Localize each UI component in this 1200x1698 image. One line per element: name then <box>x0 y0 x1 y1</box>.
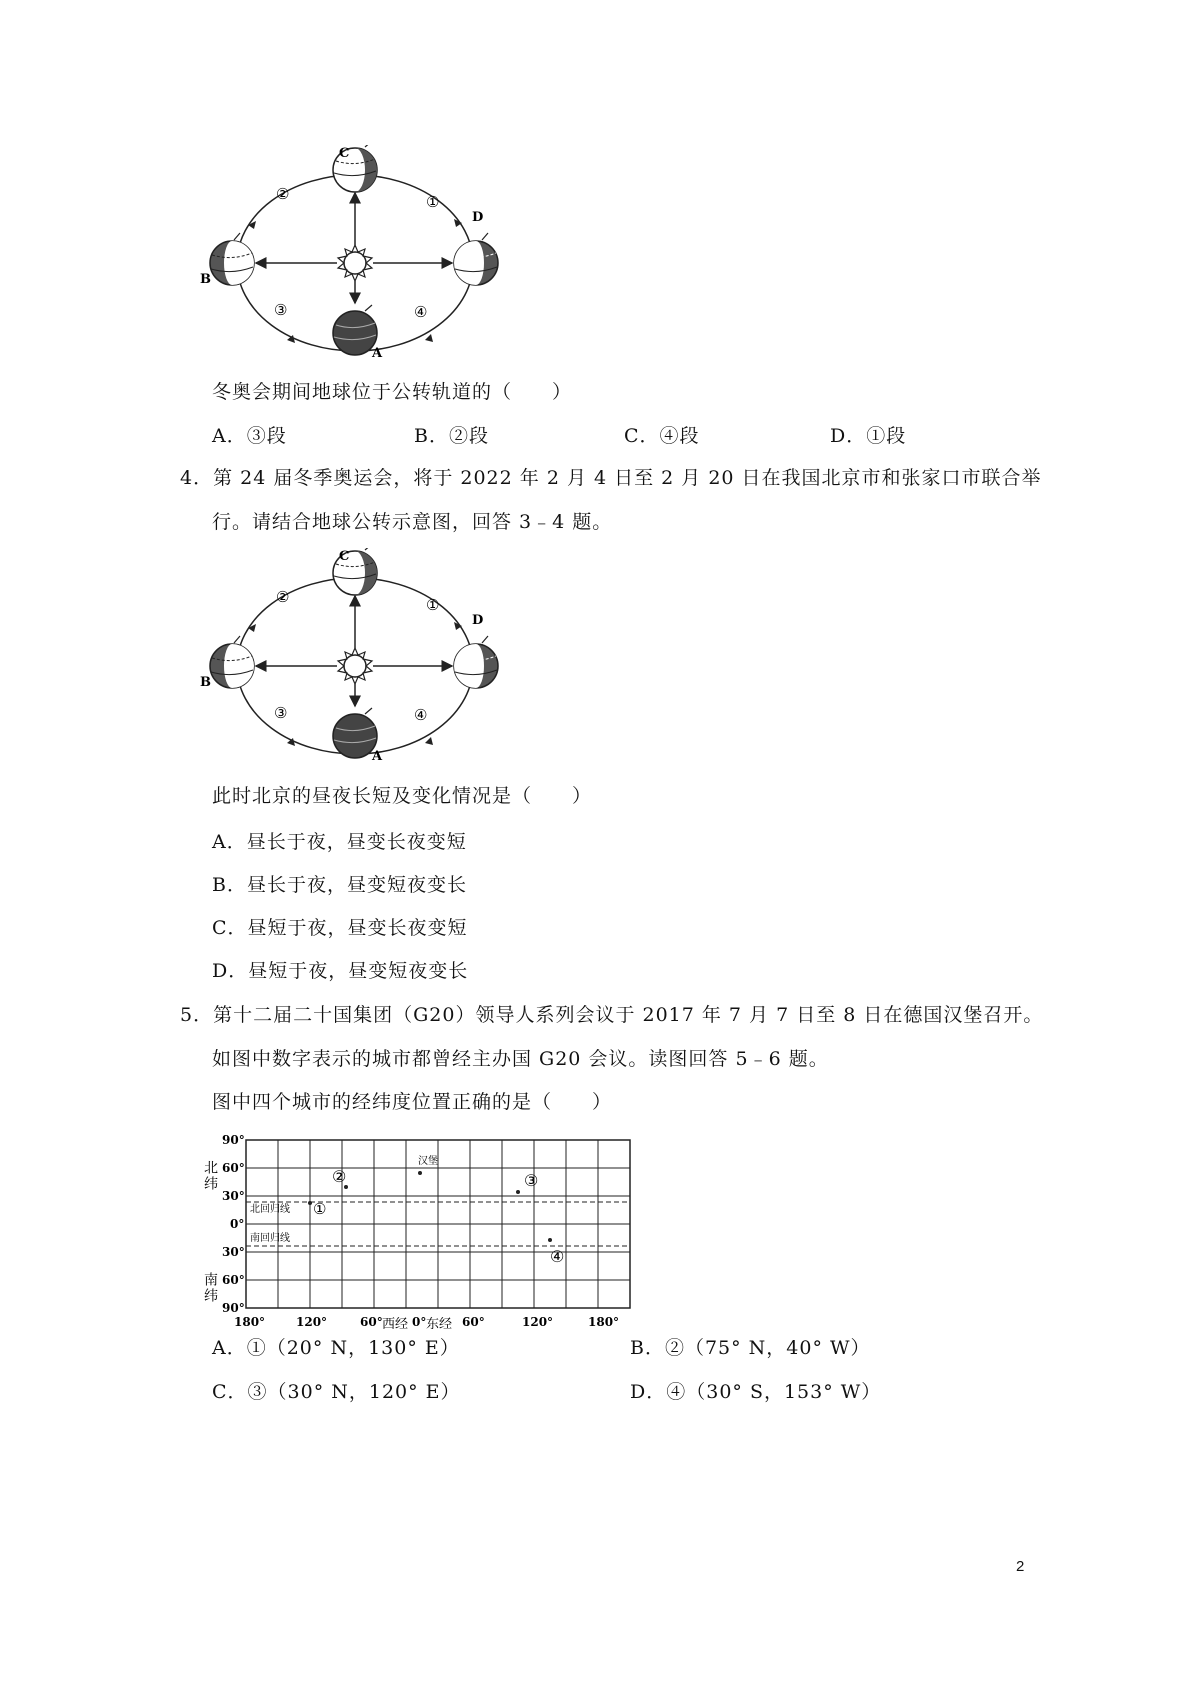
earth-position-b <box>210 636 254 688</box>
segment-3-label: ③ <box>274 301 288 319</box>
label-c: C <box>339 146 350 161</box>
lon-label-120w: 120° <box>296 1315 328 1329</box>
lat-label-90n: 90° <box>222 1133 245 1147</box>
earth-position-b <box>210 233 254 285</box>
east-longitude-label: 东经 <box>426 1317 453 1330</box>
city-3-label: ③ <box>524 1171 539 1190</box>
segment-4-label: ④ <box>414 303 428 321</box>
q3-option-c: C．④段 <box>624 425 700 447</box>
tropic-of-capricorn-label: 南回归线 <box>250 1233 290 1244</box>
segment-1-label: ① <box>426 596 440 614</box>
sun-icon <box>338 245 372 281</box>
lat-label-30s: 30° <box>222 1245 245 1259</box>
q4-question-line-2: 行。请结合地球公转示意图，回答 3﹣4 题。 <box>212 511 613 533</box>
q4-question-line-1: 4．第 24 届冬季奥运会，将于 2022 年 2 月 4 日至 2 月 20 日在我国北京市和张家口市联合举 <box>180 467 1042 489</box>
lon-label-180w: 180° <box>234 1315 266 1329</box>
sun-icon <box>338 648 372 684</box>
city-4-point <box>548 1238 552 1242</box>
hamburg-point <box>418 1171 422 1175</box>
segment-2-label: ② <box>276 185 290 203</box>
q4-stem: 此时北京的昼夜长短及变化情况是（ ） <box>212 785 593 807</box>
orbit-diagram-2 <box>200 548 520 768</box>
label-b: B <box>200 272 211 287</box>
lon-label-60e: 60° <box>462 1315 485 1329</box>
q5-stem: 图中四个城市的经纬度位置正确的是（ ） <box>212 1091 613 1113</box>
lat-long-grid-map <box>200 1130 660 1330</box>
label-d: D <box>472 613 484 628</box>
q3-option-a: A．③段 <box>212 425 287 447</box>
earth-position-d <box>454 233 498 285</box>
lat-label-60n: 60° <box>222 1161 245 1175</box>
south-latitude-label: 南纬 <box>202 1272 218 1304</box>
city-2-label: ② <box>332 1167 347 1186</box>
earth-position-a <box>333 305 377 355</box>
north-latitude-label: 北纬 <box>202 1160 218 1192</box>
q4-option-a: A．昼长于夜，昼变长夜变短 <box>212 831 467 853</box>
lon-label-180e: 180° <box>588 1315 620 1329</box>
q4-option-c: C．昼短于夜，昼变长夜变短 <box>212 917 468 939</box>
longitude-labels <box>234 1315 619 1330</box>
label-d: D <box>472 210 484 225</box>
q4-option-d: D．昼短于夜，昼变短夜变长 <box>212 960 469 982</box>
q5-question-line-1: 5．第十二届二十国集团（G20）领导人系列会议于 2017 年 7 月 7 日至 8 日在德国汉堡召开。 <box>180 1004 1044 1026</box>
segment-1-label: ① <box>426 193 440 211</box>
q3-option-b: B．②段 <box>414 425 489 447</box>
q3-option-d: D．①段 <box>830 425 907 447</box>
lon-label-0: 0° <box>412 1315 427 1329</box>
latitude-labels <box>222 1133 245 1315</box>
lon-label-60w: 60° <box>360 1315 383 1329</box>
city-1-label: ① <box>313 1200 327 1218</box>
orbit-diagram-1 <box>200 145 520 365</box>
label-a: A <box>372 346 383 361</box>
q5-option-b: B．②（75° N，40° W） <box>630 1337 871 1359</box>
segment-4-label: ④ <box>414 706 428 724</box>
segment-3-label: ③ <box>274 704 288 722</box>
q5-option-a: A．①（20° N，130° E） <box>212 1337 460 1359</box>
lat-label-0: 0° <box>230 1217 245 1231</box>
city-1-point <box>308 1201 312 1205</box>
label-a: A <box>372 749 383 764</box>
label-b: B <box>200 675 211 690</box>
earth-position-a <box>333 708 377 758</box>
lat-label-60s: 60° <box>222 1273 245 1287</box>
west-longitude-label: 西经 <box>382 1317 409 1330</box>
q5-option-d: D．④（30° S，153° W） <box>630 1381 882 1403</box>
lon-label-120e: 120° <box>522 1315 554 1329</box>
q3-stem: 冬奥会期间地球位于公转轨道的（ ） <box>212 381 573 403</box>
earth-position-d <box>454 636 498 688</box>
segment-2-label: ② <box>276 588 290 606</box>
page-number: 2 <box>1016 1558 1025 1575</box>
q5-question-line-2: 如图中数字表示的城市都曾经主办国 G20 会议。读图回答 5﹣6 题。 <box>212 1048 829 1070</box>
lat-label-90s: 90° <box>222 1301 245 1315</box>
hamburg-label: 汉堡 <box>418 1156 438 1167</box>
tropic-of-cancer-label: 北回归线 <box>250 1204 290 1215</box>
label-c: C <box>339 549 350 564</box>
city-4-label: ④ <box>550 1247 565 1266</box>
q5-option-c: C．③（30° N，120° E） <box>212 1381 461 1403</box>
city-3-point <box>516 1190 520 1194</box>
q4-option-b: B．昼长于夜，昼变短夜变长 <box>212 874 467 896</box>
map-grid <box>246 1140 630 1308</box>
lat-label-30n: 30° <box>222 1189 245 1203</box>
